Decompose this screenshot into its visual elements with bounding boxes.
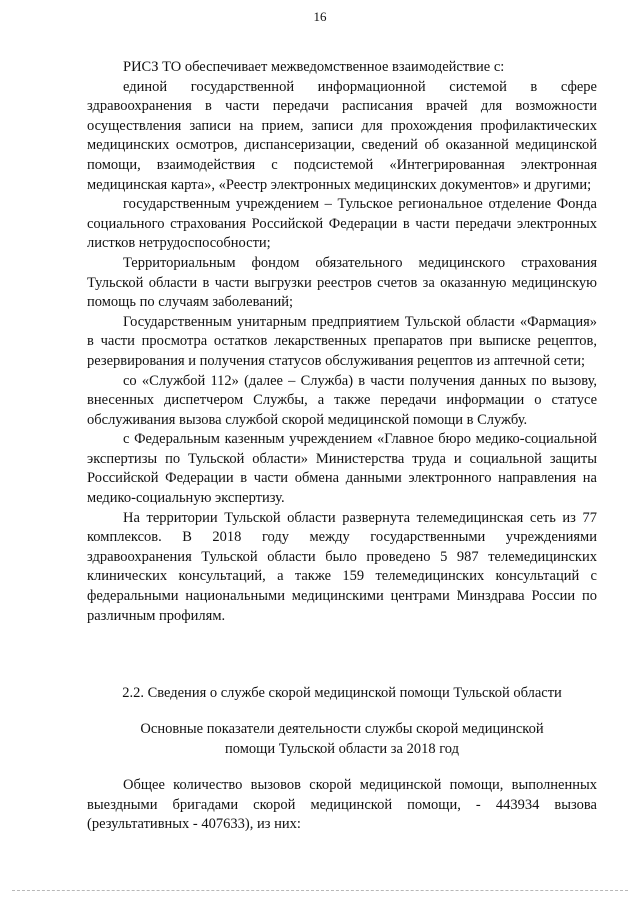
- paragraph-intro: РИСЗ ТО обеспечивает межведомственное взаимодействие с:: [123, 59, 505, 75]
- paragraph-calls-total: Общее количество вызовов скорой медицинской помощи, выполненных выездными бригадами скорой медицинской помощи, - 443934 вызова (результативных - 407633), из них:: [87, 777, 597, 833]
- closing-text: [87, 776, 597, 835]
- paragraph-112: со «Службой 112» (далее – Служба) в части получения данных по вызову, внесенных диспетчером Службы, а также передачи информации о статусе обслуживания вызова службой скорой медицинской помощи в Службу.: [87, 372, 597, 428]
- subtitle-line-1: Основные показатели деятельности службы скорой медицинской: [140, 721, 544, 737]
- body-text: [87, 58, 597, 626]
- paragraph-fss: государственным учреждением – Тульское региональное отделение Фонда социального страхования Российской Федерации в части передачи электронных листков нетрудоспособности;: [87, 196, 597, 252]
- paragraph-foms: Территориальным фондом обязательного медицинского страхования Тульской области в части выгрузки реестров счетов за оказанную медицинскую помощь по случаям заболеваний;: [87, 254, 597, 311]
- scan-artifact-line: [12, 890, 628, 891]
- subtitle-line-2: помощи Тульской области за 2018 год: [225, 740, 459, 757]
- page-number: 16: [313, 9, 327, 24]
- paragraph-mse: с Федеральным казенным учреждением «Главное бюро медико-социальной экспертизы по Тульской области» Министерства труда и социальной защиты Российской Федерации в части обмена данными электронного направления на медико-социальную экспертизу.: [87, 431, 597, 507]
- paragraph-egisz: единой государственной информационной системой в сфере здравоохранения в части передачи расписания врачей для возможности осуществления записи на прием, записи для прохождения профилактических медицинских осмотров, диспансеризации, сведений об оказанной медицинской помощи, взаимодействия с подсистемой «Интегрированная электронная медицинская карта», «Реестр электронных медицинских документов» и другими;: [87, 78, 597, 193]
- section-heading: 2.2. Сведения о службе скорой медицинской помощи Тульской области: [122, 685, 562, 701]
- paragraph-telemedicine: На территории Тульской области развернута телемедицинская сеть из 77 комплексов. В 2018 году между государственными учреждениями здравоохранения Тульской области было проведено 5 987 телемедицинских клинических консультаций, а также 159 телемедицинских консультаций с федеральными национальными медицинскими центрами Минздрава России по различным профилям.: [87, 509, 597, 624]
- subtitle: [87, 720, 597, 759]
- paragraph-farmaciya: Государственным унитарным предприятием Тульской области «Фармация» в части просмотра остатков лекарственных препаратов при выписке рецептов, резервирования и получения статусов обслуживания рецептов из аптечной сети;: [87, 313, 597, 369]
